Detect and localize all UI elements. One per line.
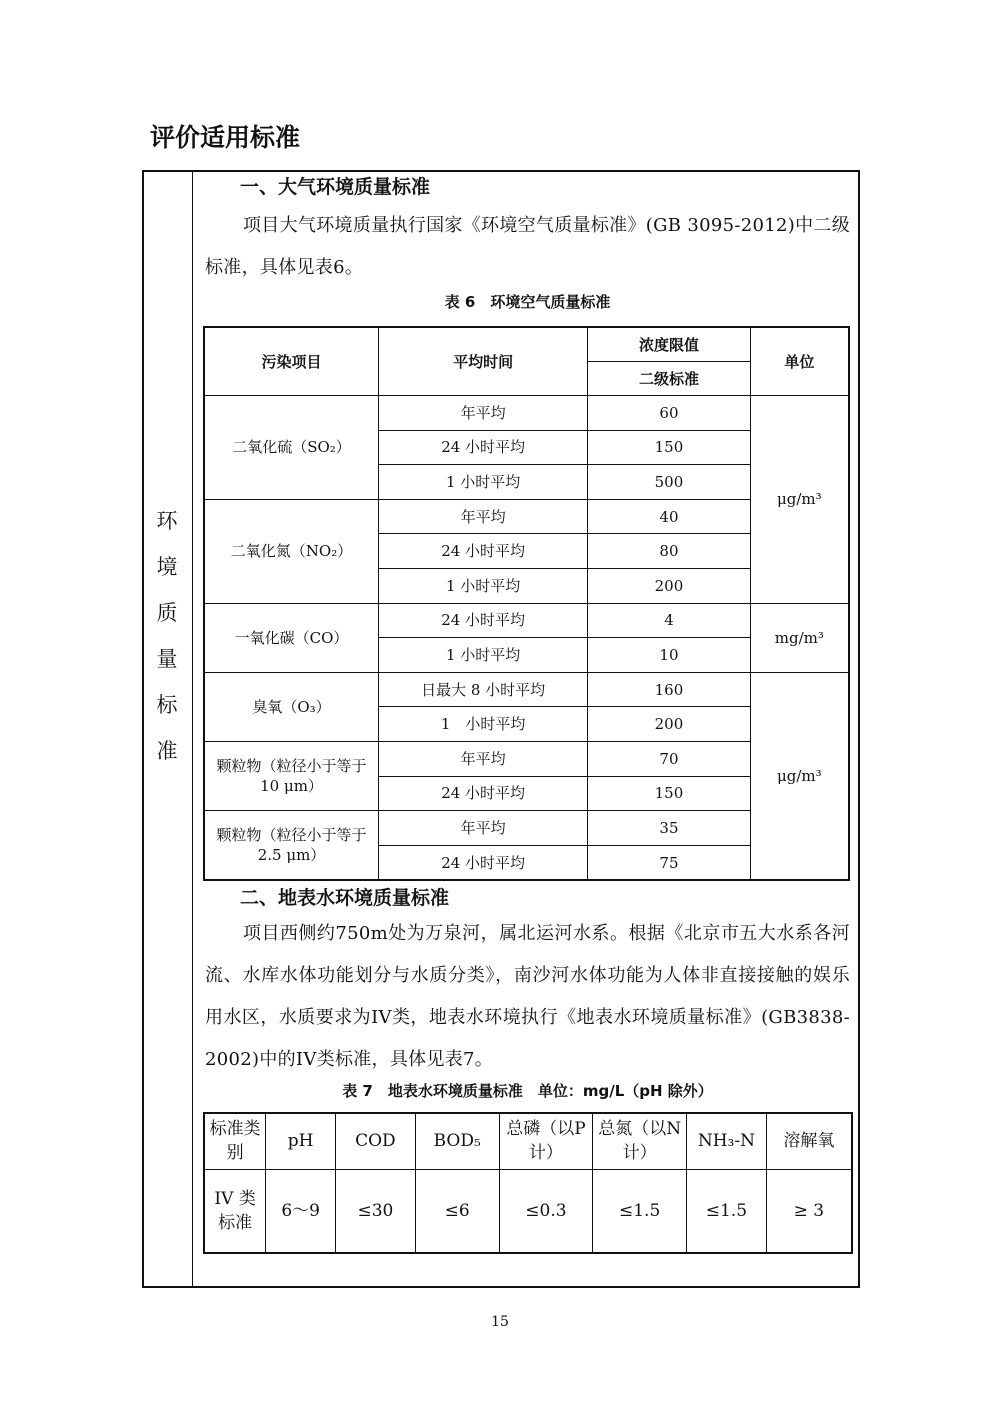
value-cell: 80	[588, 534, 750, 569]
header-cell: 标准类别	[204, 1113, 266, 1169]
table-row	[204, 1169, 852, 1253]
value-cell: 200	[588, 568, 750, 603]
avg-time-cell: 1 小时平均	[379, 638, 588, 673]
unit-cell: μg/m³	[750, 396, 849, 604]
header-cell: pH	[266, 1113, 336, 1169]
header-cell: 总磷（以P 计）	[499, 1113, 593, 1169]
side-label-char: 环	[156, 509, 178, 533]
avg-time-cell: 1 小时平均	[379, 465, 588, 500]
header-cell: COD	[336, 1113, 416, 1169]
value-cell: 200	[588, 707, 750, 742]
avg-time-cell: 年平均	[379, 811, 588, 846]
value-cell: 75	[588, 845, 750, 880]
avg-time-cell: 日最大 8 小时平均	[379, 672, 588, 707]
pollutant-cell: 一氧化碳（CO）	[204, 603, 379, 672]
header-cell: BOD₅	[415, 1113, 499, 1169]
avg-time-cell: 24 小时平均	[379, 534, 588, 569]
value-cell: 150	[588, 776, 750, 811]
value-cell: 40	[588, 499, 750, 534]
value-cell: ≤0.3	[499, 1169, 593, 1253]
unit-cell: mg/m³	[750, 603, 849, 672]
value-cell: 10	[588, 638, 750, 673]
header-limit: 浓度限值	[588, 327, 750, 362]
avg-time-cell: 1 小时平均	[379, 707, 588, 742]
side-label-char: 量	[156, 647, 178, 671]
value-cell: ≤1.5	[593, 1169, 687, 1253]
value-cell: ≤1.5	[687, 1169, 767, 1253]
header-cell: 总氮（以N 计）	[593, 1113, 687, 1169]
page-title: 评价适用标准	[150, 123, 301, 152]
side-label-char: 质	[156, 601, 178, 625]
table7-caption: 表 7 地表水环境质量标准 单位：mg/L（pH 除外）	[342, 1082, 713, 1100]
header-grade: 二级标准	[588, 362, 750, 396]
air-quality-table	[203, 326, 850, 881]
pollutant-cell: 颗粒物（粒径小于等于 2.5 μm）	[204, 811, 379, 881]
pollutant-cell: 二氧化氮（NO₂）	[204, 499, 379, 603]
table-row	[204, 396, 849, 431]
avg-time-cell: 年平均	[379, 396, 588, 431]
header-pollutant: 污染项目	[204, 327, 379, 396]
value-cell: 150	[588, 430, 750, 465]
column-divider	[192, 170, 193, 1288]
value-cell: ≤30	[336, 1169, 416, 1253]
section1-paragraph: 项目大气环境质量执行国家《环境空气质量标准》(GB 3095-2012)中二级标准，具体见表6。	[205, 215, 850, 278]
value-cell: 500	[588, 465, 750, 500]
avg-time-cell: 24 小时平均	[379, 845, 588, 880]
side-label	[142, 498, 192, 774]
value-cell: ≤6	[415, 1169, 499, 1253]
value-cell: IV 类标准	[204, 1169, 266, 1253]
avg-time-cell: 年平均	[379, 499, 588, 534]
table-row	[204, 603, 849, 638]
avg-time-cell: 24 小时平均	[379, 603, 588, 638]
header-cell: NH₃-N	[687, 1113, 767, 1169]
section2-paragraph: 项目西侧约750m处为万泉河，属北运河水系。根据《北京市五大水系各河流、水库水体功能划分与水质分类》，南沙河水体功能为人体非直接接触的娱乐用水区，水质要求为IV类，地表水环境执行《地表水环境质量标准》(GB3838-2002)中的IV类标准，具体见表7。	[205, 923, 850, 1070]
page-number: 15	[491, 1314, 509, 1330]
surface-water-table	[203, 1112, 853, 1254]
value-cell: 6～9	[266, 1169, 336, 1253]
value-cell: 60	[588, 396, 750, 431]
unit-cell: μg/m³	[750, 672, 849, 880]
value-cell: 4	[588, 603, 750, 638]
side-label-char: 标	[156, 693, 178, 717]
pollutant-cell: 臭氧（O₃）	[204, 672, 379, 741]
value-cell: 70	[588, 741, 750, 776]
header-cell: 溶解氧	[766, 1113, 852, 1169]
table-header-row	[204, 1113, 852, 1169]
avg-time-cell: 24 小时平均	[379, 776, 588, 811]
table-header-row	[204, 327, 849, 362]
side-label-char: 境	[156, 555, 178, 579]
value-cell: 35	[588, 811, 750, 846]
value-cell: ≥ 3	[766, 1169, 852, 1253]
avg-time-cell: 年平均	[379, 741, 588, 776]
side-label-char: 准	[156, 739, 178, 763]
section1-heading: 一、大气环境质量标准	[240, 176, 431, 198]
header-unit: 单位	[750, 327, 849, 396]
table-row	[204, 672, 849, 707]
section2-heading: 二、地表水环境质量标准	[240, 887, 450, 909]
header-avg-time: 平均时间	[379, 327, 588, 396]
value-cell: 160	[588, 672, 750, 707]
pollutant-cell: 颗粒物（粒径小于等于 10 μm）	[204, 741, 379, 810]
avg-time-cell: 1 小时平均	[379, 568, 588, 603]
table6-caption: 表 6 环境空气质量标准	[444, 293, 611, 311]
pollutant-cell: 二氧化硫（SO₂）	[204, 396, 379, 500]
avg-time-cell: 24 小时平均	[379, 430, 588, 465]
